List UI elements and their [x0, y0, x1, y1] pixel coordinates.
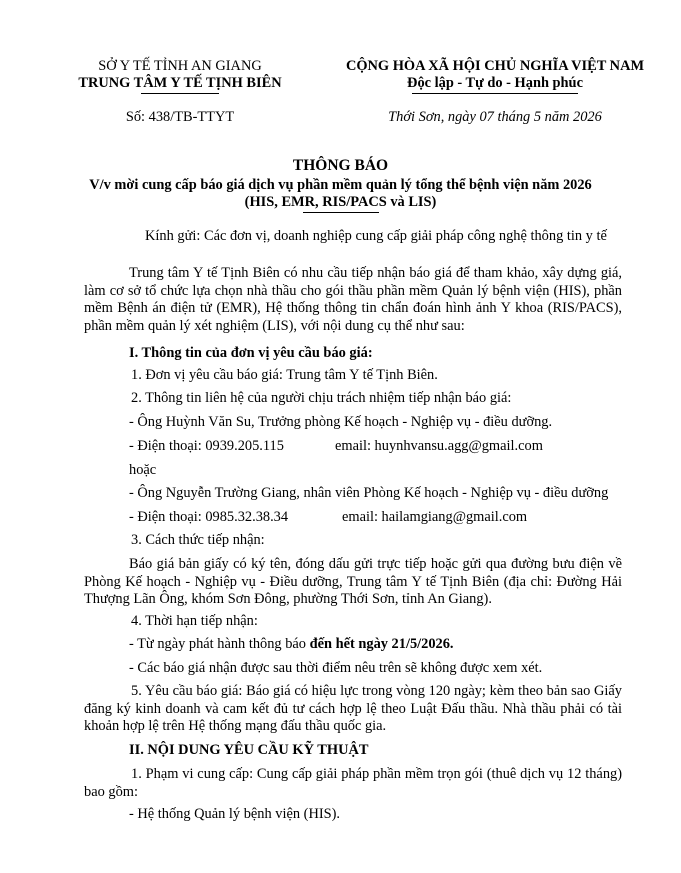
- contact1-email: email: huynhvansu.agg@gmail.com: [335, 438, 543, 454]
- title-subject-line1: V/v mời cung cấp báo giá dịch vụ phần mềm quản lý tổng thể bệnh viện năm 2026: [89, 177, 592, 193]
- section1-item1: 1. Đơn vị yêu cầu báo giá: Trung tâm Y tế Tịnh Biên.: [131, 367, 438, 383]
- section1-item3: 3. Cách thức tiếp nhận:: [131, 532, 265, 548]
- recipient-line: Kính gửi: Các đơn vị, doanh nghiệp cung cấp giải pháp công nghệ thông tin y tế: [145, 228, 607, 244]
- deadline-line: [129, 636, 454, 653]
- contact2-email: email: hailamgiang@gmail.com: [342, 509, 528, 525]
- section1-item4: 4. Thời hạn tiếp nhận:: [131, 613, 258, 629]
- unit-name: TRUNG TÂM Y TẾ TỊNH BIÊN: [78, 75, 282, 91]
- deadline-date: đến hết ngày 21/5/2026.: [309, 636, 454, 652]
- title-subject-line2: (HIS, EMR, RIS/PACS và LIS): [244, 194, 437, 210]
- section1-item2: 2. Thông tin liên hệ của người chịu trách nhiệm tiếp nhận báo giá:: [131, 390, 512, 406]
- quotation-requirements-paragraph: 5. Yêu cầu báo giá: Báo giá có hiệu lực trong vòng 120 ngày; kèm theo bản sao Giấy đăng ký kinh doanh và cam kết đủ tư cách hợp lệ theo Luật Đấu thầu. Nhà thầu phải có tài khoản hợp lệ trên Hệ thống mạng đấu thầu quốc gia.: [84, 683, 622, 735]
- receiving-method-paragraph: Báo giá bản giấy có ký tên, đóng dấu gửi trực tiếp hoặc gửi qua đường bưu điện về Phòng Kế hoạch - Nghiệp vụ - Điều dưỡng, Trung tâm Y tế Tịnh Biên (địa chỉ: Đường Hải Thượng Lãn Ông, khóm Sơn Đông, phường Thới Sơn, tỉnh An Giang).: [84, 556, 622, 608]
- contact1-phone: - Điện thoại: 0939.205.115: [129, 438, 284, 454]
- document-number: Số: 438/TB-TTYT: [125, 109, 235, 125]
- document-title: THÔNG BÁO: [292, 157, 389, 174]
- or-separator: hoặc: [129, 462, 157, 478]
- ministry-name: SỞ Y TẾ TỈNH AN GIANG: [98, 58, 262, 74]
- contact2-name: - Ông Nguyễn Trường Giang, nhân viên Phòng Kế hoạch - Nghiệp vụ - điều dưỡng: [129, 485, 609, 501]
- deadline-prefix: - Từ ngày phát hành thông báo: [129, 636, 310, 652]
- contact1-name: - Ông Huỳnh Văn Su, Trưởng phòng Kế hoạch - Nghiệp vụ - điều dưỡng.: [129, 414, 553, 430]
- scope-item-his: - Hệ thống Quản lý bệnh viện (HIS).: [129, 806, 341, 822]
- contact2-phone: - Điện thoại: 0985.32.38.34: [129, 509, 289, 525]
- tagline-underline: [412, 93, 578, 94]
- place-date: Thới Sơn, ngày 07 tháng 5 năm 2026: [388, 109, 602, 125]
- intro-paragraph: Trung tâm Y tế Tịnh Biên có nhu cầu tiếp nhận báo giá để tham khảo, xây dựng giá, làm cơ sở tổ chức lựa chọn nhà thầu cho gói thầu phần mềm Quản lý bệnh viện (HIS), phần mềm Bệnh án điện tử (EMR), Hệ thống thông tin chẩn đoán hình ảnh Y khoa (RIS/PACS), phần mềm quản lý xét nghiệm (LIS), với nội dung cụ thể như sau:: [84, 265, 622, 334]
- scope-paragraph: 1. Phạm vi cung cấp: Cung cấp giải pháp phần mềm trọn gói (thuê dịch vụ 12 tháng) bao gồm:: [84, 766, 622, 800]
- late-submission-note: - Các báo giá nhận được sau thời điểm nêu trên sẽ không được xem xét.: [129, 660, 543, 676]
- section2-heading: II. NỘI DUNG YÊU CẦU KỸ THUẬT: [129, 742, 369, 758]
- title-underline: [303, 212, 379, 213]
- motto-tagline: Độc lập - Tự do - Hạnh phúc: [407, 75, 583, 91]
- national-motto: CỘNG HÒA XÃ HỘI CHỦ NGHĨA VIỆT NAM: [345, 58, 645, 74]
- unit-underline: [141, 93, 219, 94]
- section1-heading: I. Thông tin của đơn vị yêu cầu báo giá:: [129, 345, 373, 361]
